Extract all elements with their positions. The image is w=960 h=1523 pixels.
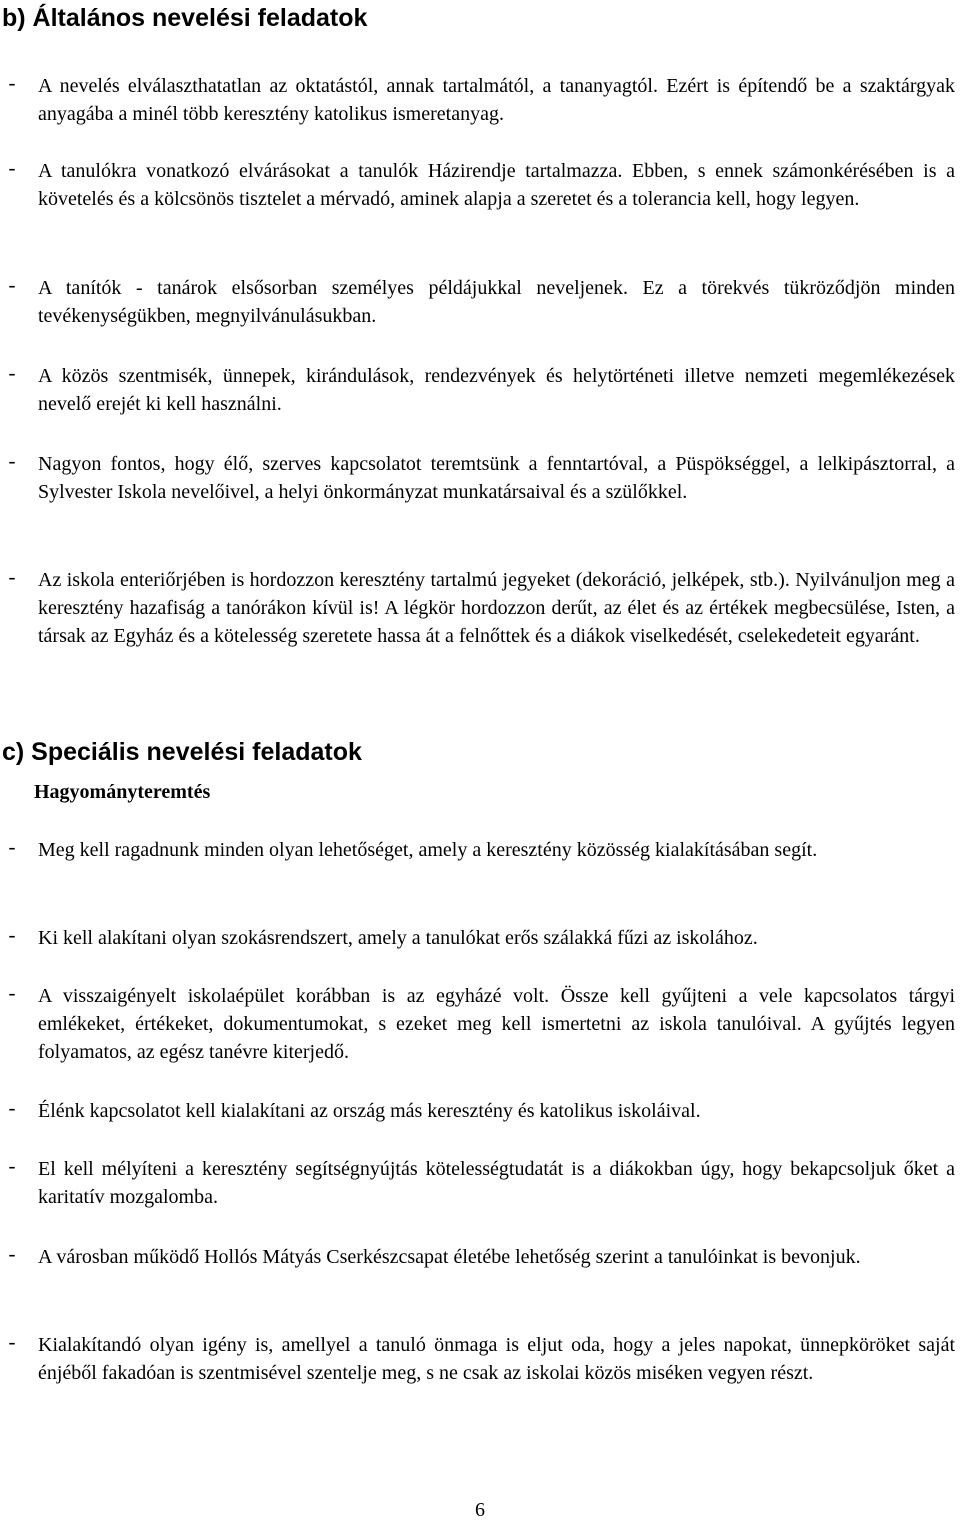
list-item-text: Meg kell ragadnunk minden olyan lehetőséget, amely a keresztény közösség kialakításában segít. [38,839,818,861]
subsection-heading: Hagyományteremtés [34,781,211,803]
bullet-dash: - [6,1099,19,1122]
list-item-text: A közös szentmisék, ünnepek, kirándulások, rendezvények és helytörténeti illetve nemzeti megemlékezések nevelő erejét ki kell használni. [38,365,955,415]
section-b-heading: b) Általános nevelési feladatok [2,4,368,32]
list-item-text: A nevelés elválaszthatatlan az oktatástól, annak tartalmától, a tananyagtól. Ezért is építendő be a szaktárgyak anyagába a minél több keresztény katolikus ismeretanyag. [38,75,955,125]
bullet-dash: - [6,838,19,861]
bullet-dash: - [6,74,19,97]
bullet-dash: - [6,1245,19,1268]
list-item-text: A tanítók - tanárok elsősorban személyes példájukkal neveljenek. Ez a törekvés tükröződjön minden tevékenységükben, megnyilvánulásukban. [38,277,955,327]
bullet-dash: - [6,159,19,182]
list-item [0,982,955,1066]
list-item [0,72,955,128]
list-item [0,274,955,330]
list-item-text: Az iskola enteriőrjében is hordozzon keresztény tartalmú jegyeket (dekoráció, jelképek, stb.). Nyilvánuljon meg a keresztény hazafiság a tanórákon kívül is! A légkör hordozzon derűt, az élet és az értékek megbecsülése, Isten, a társak az Egyház és a kötelesség szeretete hassa át a felnőttek és a diákok viselkedését, cselekedeteit egyaránt. [38,569,955,647]
list-item-text: A városban működő Hollós Mátyás Cserkészcsapat életébe lehetőség szerint a tanulóinkat is bevonjuk. [38,1246,861,1268]
list-item [0,1243,955,1271]
list-item [0,1155,955,1211]
list-item-text: Élénk kapcsolatot kell kialakítani az ország más keresztény és katolikus iskoláival. [38,1100,701,1122]
list-item-text: A visszaigényelt iskolaépület korábban is az egyházé volt. Össze kell gyűjteni a vele kapcsolatos tárgyi emlékeket, értékeket, dokumentumokat, s ezeket meg kell ismertetni az iskola tanulóival. A gyűjtés legyen folyamatos, az egész tanévre kiterjedő. [38,985,955,1063]
list-item-text: Nagyon fontos, hogy élő, szerves kapcsolatot teremtsünk a fenntartóval, a Püspökséggel, a lelkipásztorral, a Sylvester Iskola nevelőivel, a helyi önkormányzat munkatársaival és a szülőkkel. [38,453,955,503]
list-item-text: El kell mélyíteni a keresztény segítségnyújtás kötelességtudatát is a diákokban úgy, hogy bekapcsoljuk őket a karitatív mozgalomba. [38,1158,955,1208]
bullet-dash: - [6,568,19,591]
section-c-heading: c) Speciális nevelési feladatok [2,738,362,766]
list-item [0,836,955,864]
list-item-text: Ki kell alakítani olyan szokásrendszert, amely a tanulókat erős szálakká fűzi az iskolához. [38,927,758,949]
page-number: 6 [475,1499,485,1521]
list-item [0,1331,955,1387]
bullet-dash: - [6,1333,19,1356]
list-item [0,1097,955,1125]
bullet-dash: - [6,1157,19,1180]
list-item [0,924,955,952]
bullet-dash: - [6,452,19,475]
bullet-dash: - [6,926,19,949]
list-item-text: A tanulókra vonatkozó elvárásokat a tanulók Házirendje tartalmazza. Ebben, s ennek számonkérésében is a követelés és a kölcsönös tisztelet a mérvadó, aminek alapja a szeretet és a tolerancia kell, hogy legyen. [38,160,955,210]
list-item [0,450,955,506]
bullet-dash: - [6,364,19,387]
list-item [0,566,955,650]
list-item-text: Kialakítandó olyan igény is, amellyel a tanuló önmaga is eljut oda, hogy a jeles napokat, ünnepköröket saját énjéből fakadóan is szentmisével szentelje meg, s ne csak az iskolai közös miséken vegyen részt. [38,1334,955,1384]
list-item [0,362,955,418]
list-item [0,157,955,213]
bullet-dash: - [6,984,19,1007]
bullet-dash: - [6,276,19,299]
